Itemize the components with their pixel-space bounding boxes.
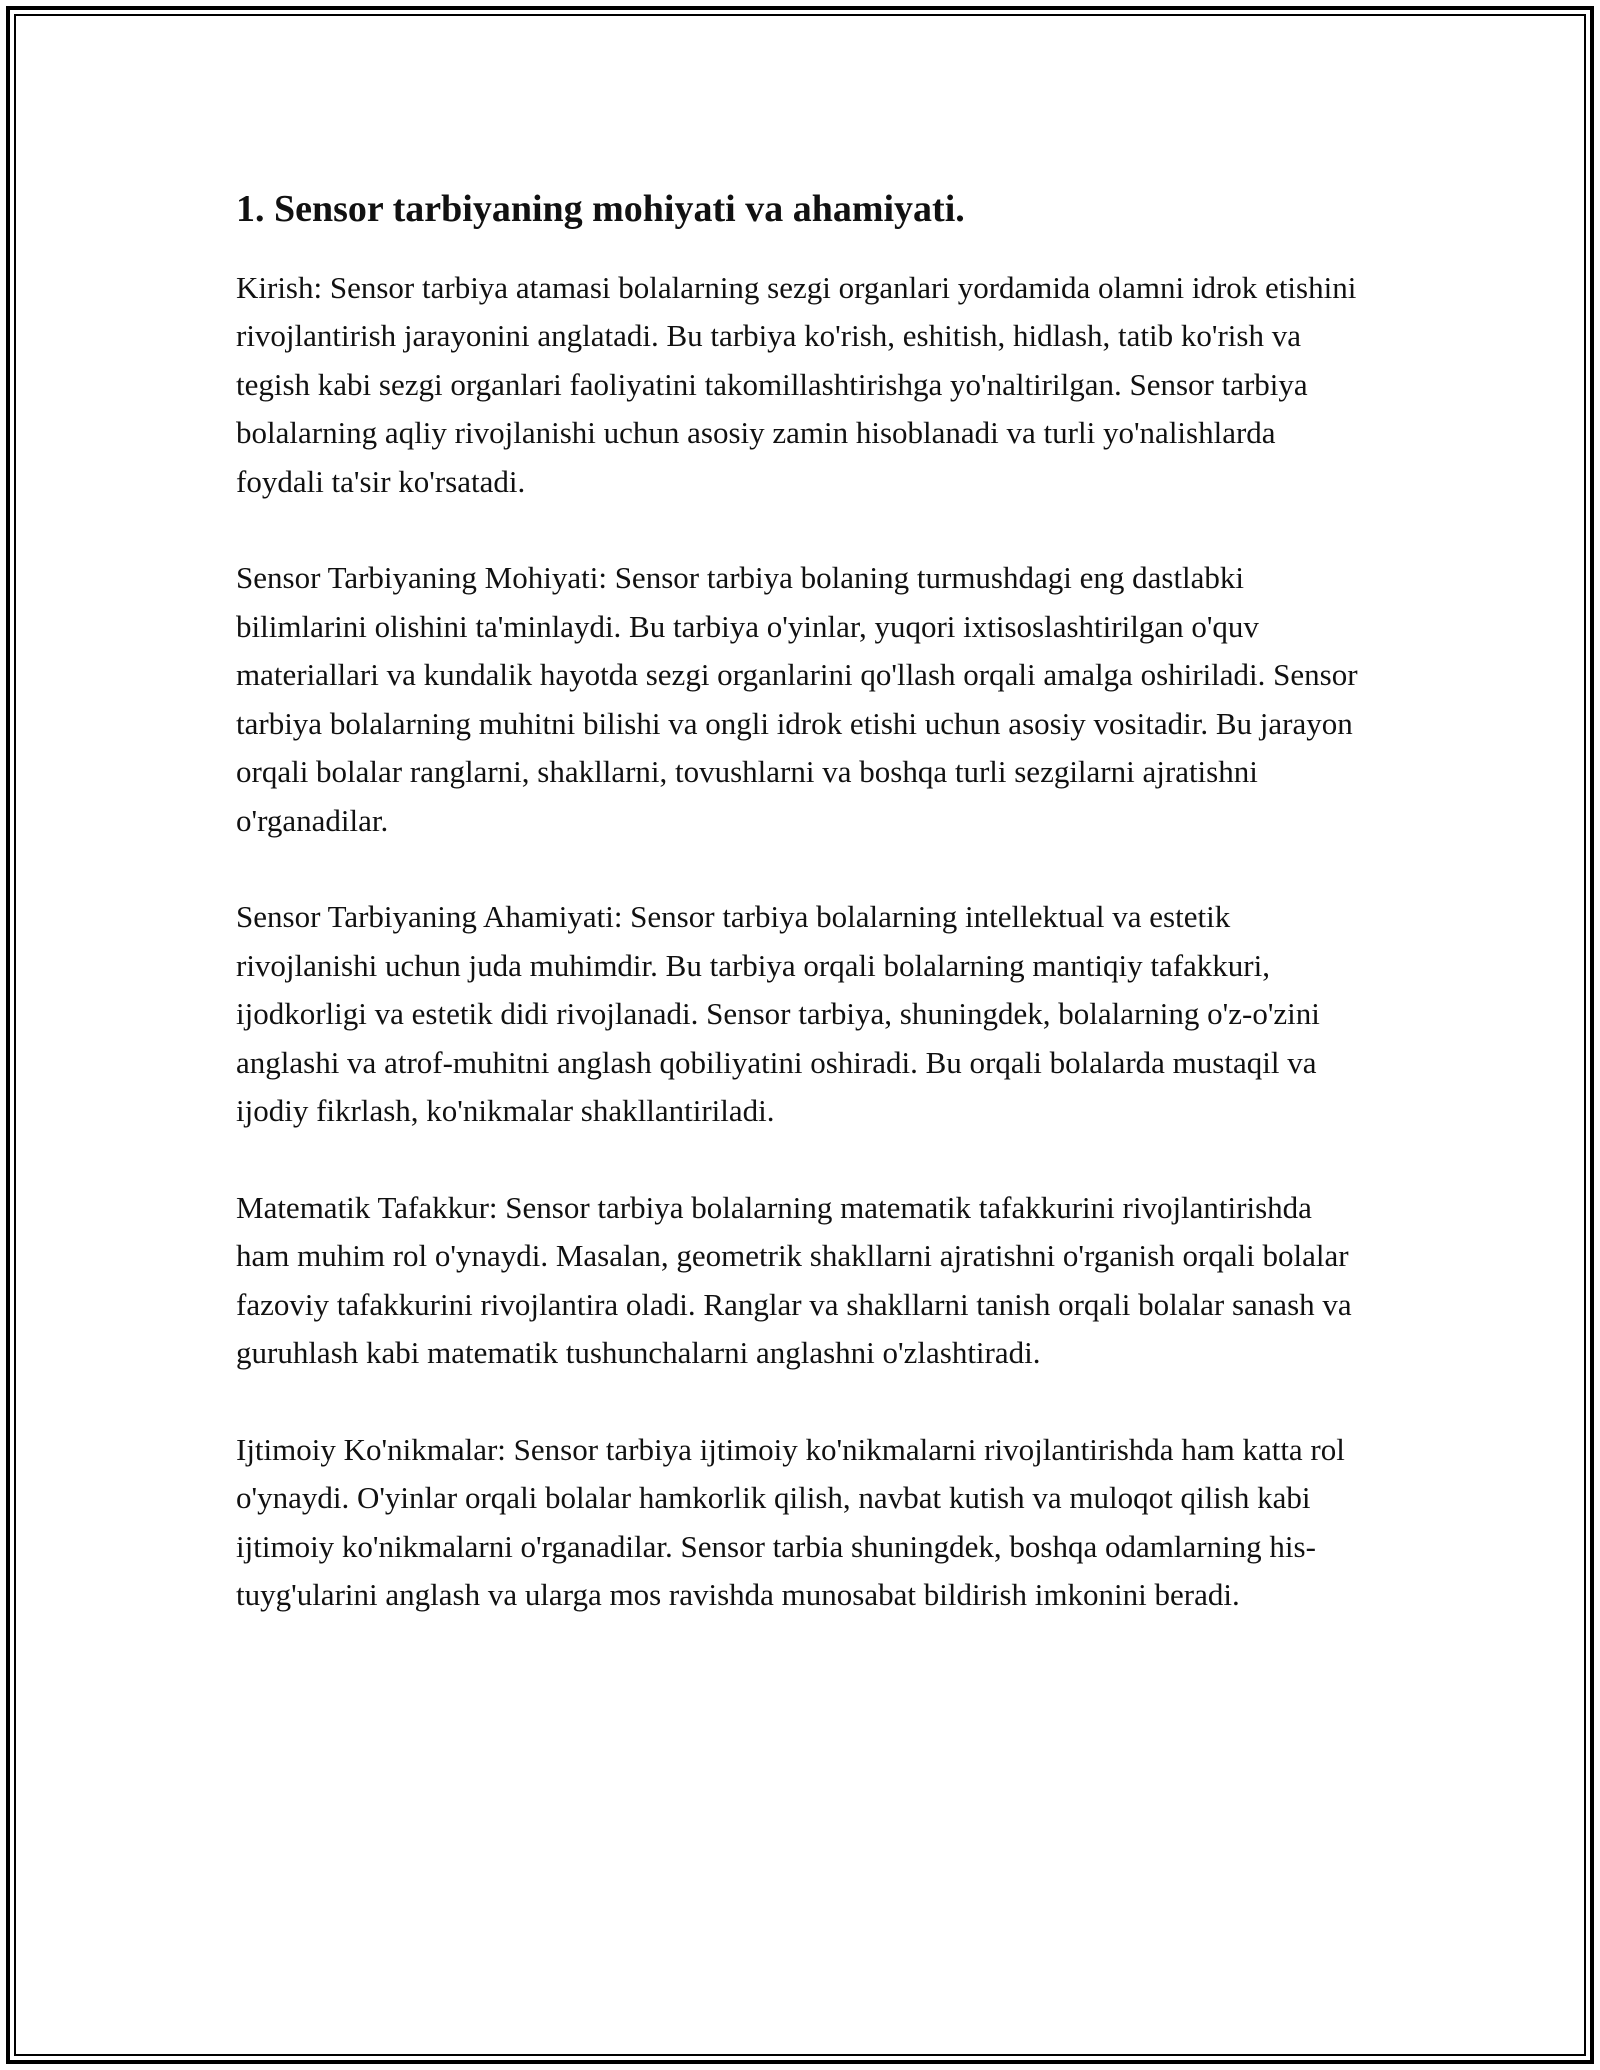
- paragraph-importance: Sensor Tarbiyaning Ahamiyati: Sensor tarbiya bolalarning intellektual va estetik rivojlanishi uchun juda muhimdir. Bu tarbiya orqali bolalarning mantiqiy tafakkuri, ijodkorligi va estetik didi rivojlanadi. Sensor tarbiya, shuningdek, bolalarning o'z-o'zini anglashi va atrof-muhitni anglash qobiliyatini oshiradi. Bu orqali bolalarda mustaqil va ijodiy fikrlash, ko'nikmalar shakllantiriladi.: [236, 899, 1320, 1128]
- paragraph-mathematical-thinking: Matematik Tafakkur: Sensor tarbiya bolalarning matematik tafakkurini rivojlantirishda ham muhim rol o'ynaydi. Masalan, geometrik shakllarni ajratishni o'rganish orqali bolalar fazoviy tafakkurini rivojlantira oladi. Ranglar va shakllarni tanish orqali bolalar sanash va guruhlash kabi matematik tushunchalarni anglashni o'zlashtiradi.: [236, 1189, 1352, 1370]
- paragraph-social-skills: Ijtimoiy Ko'nikmalar: Sensor tarbiya ijtimoiy ko'nikmalarni rivojlantirishda ham katta rol o'ynaydi. O'yinlar orqali bolalar hamkorlik qilish, navbat kutish va muloqot qilish kabi ijtimoiy ko'nikmalarni o'rganadilar. Sensor tarbia shuningdek, boshqa odamlarning his-tuyg'ularini anglash va ularga mos ravishda munosabat bildirish imkonini beradi.: [236, 1431, 1345, 1612]
- paragraph-essence: Sensor Tarbiyaning Mohiyati: Sensor tarbiya bolaning turmushdagi eng dastlabki bilimlarini olishini ta'minlaydi. Bu tarbiya o'yinlar, yuqori ixtisoslashtirilgan o'quv materiallari va kundalik hayotda sezgi organlarini qo'llash orqali amalga oshiriladi. Sensor tarbiya bolalarning muhitni bilishi va ongli idrok etishi uchun asosiy vositadir. Bu jarayon orqali bolalar ranglarni, shakllarni, tovushlarni va boshqa turli sezgilarni ajratishni o'rganadilar.: [236, 560, 1358, 838]
- section-heading: 1. Sensor tarbiyaning mohiyati va ahamiyati.: [236, 188, 965, 230]
- document-body: [236, 186, 1366, 1668]
- paragraph-introduction: Kirish: Sensor tarbiya atamasi bolalarning sezgi organlari yordamida olamni idrok etishini rivojlantirish jarayonini anglatadi. Bu tarbiya ko'rish, eshitish, hidlash, tatib ko'rish va tegish kabi sezgi organlari faoliyatini takomillashtirishga yo'naltirilgan. Sensor tarbiya bolalarning aqliy rivojlanishi uchun asosiy zamin hisoblanadi va turli yo'nalishlarda foydali ta'sir ko'rsatadi.: [236, 269, 1357, 499]
